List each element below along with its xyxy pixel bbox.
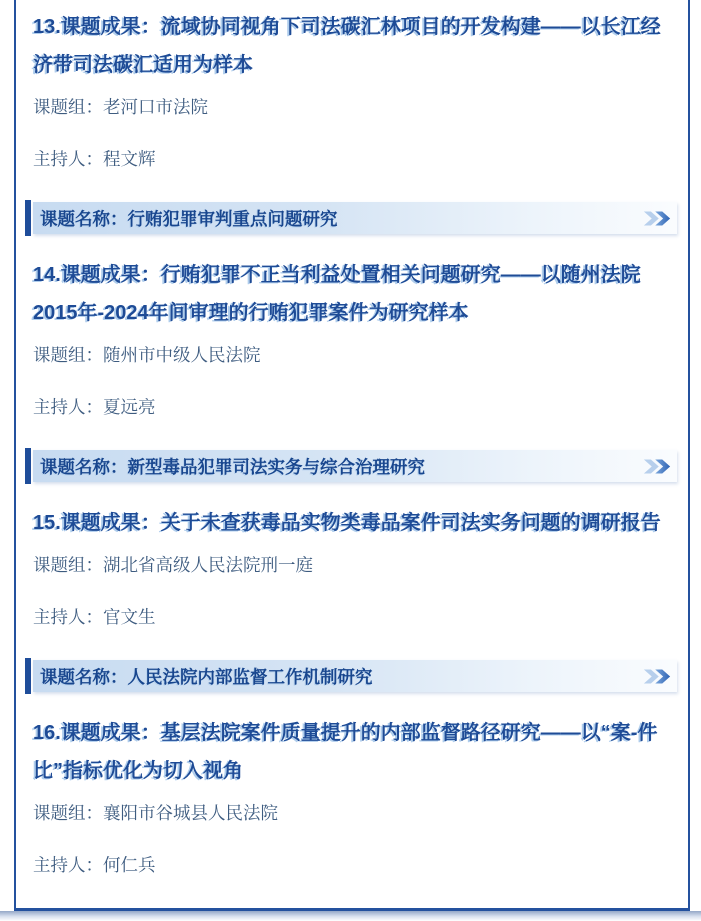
banner-title: 课题名称：行贿犯罪审判重点问题研究 [40, 208, 338, 229]
banner-body [33, 450, 677, 482]
topic-leader-line: 主持人：官文生 [33, 607, 156, 627]
topic-leader-line: 主持人：何仁兵 [33, 855, 156, 875]
double-chevron-right-icon [643, 668, 671, 685]
topic-result-title: 15.课题成果：关于未查获毒品实物类毒品案件司法实务问题的调研报告 [33, 512, 661, 534]
banner-title: 课题名称：人民法院内部监督工作机制研究 [40, 666, 373, 687]
topic-name-banner [25, 658, 677, 694]
card-bottom-shadow [0, 911, 701, 921]
article-content-card [14, 0, 690, 911]
topic-result-item-14 [33, 256, 671, 420]
banner-title: 课题名称：新型毒品犯罪司法实务与综合治理研究 [40, 456, 425, 477]
topic-result-item-16 [33, 714, 671, 878]
topic-result-item-13 [33, 8, 671, 172]
topic-leader-line: 主持人：程文辉 [33, 149, 156, 169]
topic-result-title: 13.课题成果：流域协同视角下司法碳汇林项目的开发构建——以长江经济带司法碳汇适用为样本 [33, 16, 661, 76]
double-chevron-right-icon [643, 210, 671, 227]
topic-group-line: 课题组：老河口市法院 [33, 97, 208, 117]
banner-accent-bar [25, 658, 31, 694]
banner-body [33, 660, 677, 692]
double-chevron-right-icon [643, 458, 671, 475]
topic-name-banner [25, 448, 677, 484]
topic-result-title: 16.课题成果：基层法院案件质量提升的内部监督路径研究——以“案-件比”指标优化为切入视角 [33, 722, 658, 782]
topic-result-item-15 [33, 504, 671, 630]
banner-body [33, 202, 677, 234]
topic-group-line: 课题组：湖北省高级人民法院刑一庭 [33, 555, 313, 575]
topic-result-title: 14.课题成果：行贿犯罪不正当利益处置相关问题研究——以随州法院2015年-2024年间审理的行贿犯罪案件为研究样本 [33, 264, 641, 324]
topic-group-line: 课题组：随州市中级人民法院 [33, 345, 261, 365]
banner-accent-bar [25, 200, 31, 236]
topic-name-banner [25, 200, 677, 236]
topic-leader-line: 主持人：夏远亮 [33, 397, 156, 417]
banner-accent-bar [25, 448, 31, 484]
topic-group-line: 课题组：襄阳市谷城县人民法院 [33, 803, 278, 823]
